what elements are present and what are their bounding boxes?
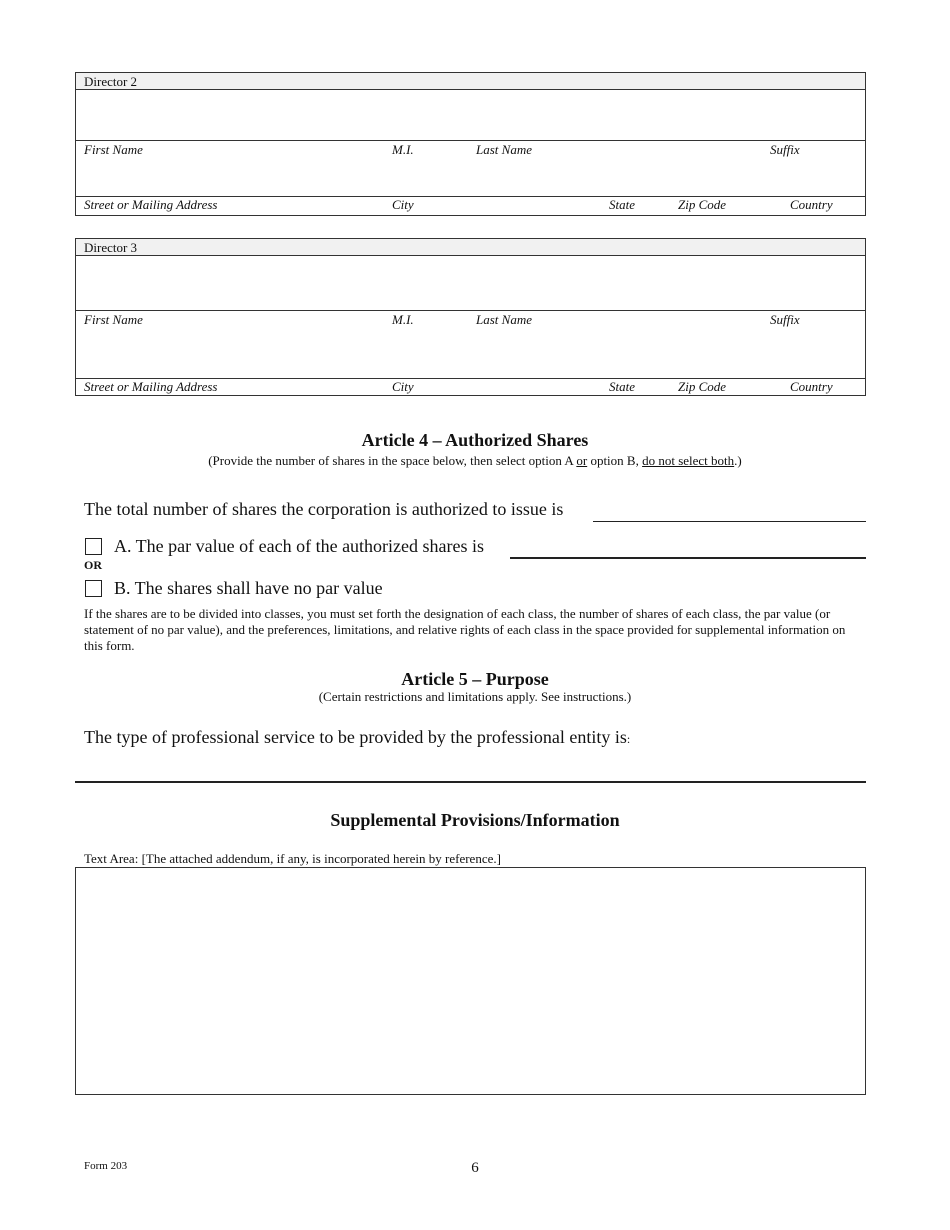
first-name-label: First Name: [84, 142, 143, 157]
form-id: Form 203: [84, 1160, 128, 1172]
state-label: State: [609, 197, 635, 212]
city-label: City: [392, 197, 414, 212]
director-2-header: Director 2: [76, 73, 865, 90]
page-number: 6: [471, 1160, 479, 1176]
option-b-label: B. The shares shall have no par value: [114, 578, 383, 598]
director-2-name-input[interactable]: [76, 90, 865, 140]
article-5-title: Article 5 – Purpose: [401, 669, 549, 689]
last-name-label: Last Name: [476, 142, 532, 157]
note-text: option B,: [587, 453, 643, 468]
street-label: Street or Mailing Address: [84, 379, 218, 394]
mi-label: M.I.: [392, 142, 414, 157]
zip-label: Zip Code: [678, 379, 727, 394]
last-name-label: Last Name: [476, 312, 532, 327]
article-5-instructions: (Certain restrictions and limitations apply. See instructions.): [318, 689, 632, 704]
country-label: Country: [790, 197, 833, 212]
note-text: .): [734, 453, 742, 468]
zip-label: Zip Code: [678, 197, 727, 212]
director-3-name-input[interactable]: [76, 256, 865, 310]
classes-note: If the shares are to be divided into classes, you must set forth the designation of each class, the number of shares of each class, the par value (or statement of no par value), and the preferences, limitations, and relative rights of each class in the space provided for supplemental information on this form.: [84, 606, 846, 653]
country-label: Country: [790, 379, 833, 394]
director-2-address-input[interactable]: [76, 159, 865, 195]
divider: [76, 310, 865, 311]
city-label: City: [392, 379, 414, 394]
suffix-label: Suffix: [770, 142, 800, 157]
or-label: OR: [84, 558, 102, 572]
text-area-label: Text Area: [The attached addendum, if any, is incorporated herein by reference.]: [84, 851, 501, 866]
first-name-label: First Name: [84, 312, 143, 327]
option-a-checkbox[interactable]: [85, 538, 102, 555]
divider: [76, 140, 865, 141]
service-type-input[interactable]: [75, 752, 866, 783]
article-4-instructions: [0, 453, 950, 469]
supplemental-title: Supplemental Provisions/Information: [330, 810, 620, 830]
total-shares-label: The total number of shares the corporation is authorized to issue is: [84, 499, 564, 519]
state-label: State: [609, 379, 635, 394]
service-type-label: [84, 727, 630, 748]
director-3-header: Director 3: [76, 239, 865, 256]
total-shares-input[interactable]: [593, 503, 866, 522]
note-do-not-select-both: do not select both: [642, 453, 735, 468]
option-a-label: A. The par value of each of the authorized shares is: [114, 536, 485, 556]
mi-label: M.I.: [392, 312, 414, 327]
service-type-text: The type of professional service to be provided by the professional entity is: [84, 727, 627, 747]
option-b-checkbox[interactable]: [85, 580, 102, 597]
note-text: (Provide the number of shares in the space below, then select option A: [208, 453, 577, 468]
suffix-label: Suffix: [770, 312, 800, 327]
director-3-section: [75, 238, 866, 396]
director-2-section: [75, 72, 866, 216]
article-4-title: Article 4 – Authorized Shares: [361, 430, 589, 450]
par-value-input[interactable]: [510, 539, 866, 559]
colon: :: [626, 732, 631, 746]
note-or: or: [576, 453, 588, 468]
street-label: Street or Mailing Address: [84, 197, 218, 212]
supplemental-text-area[interactable]: [75, 867, 866, 1095]
director-3-address-input[interactable]: [76, 329, 865, 377]
